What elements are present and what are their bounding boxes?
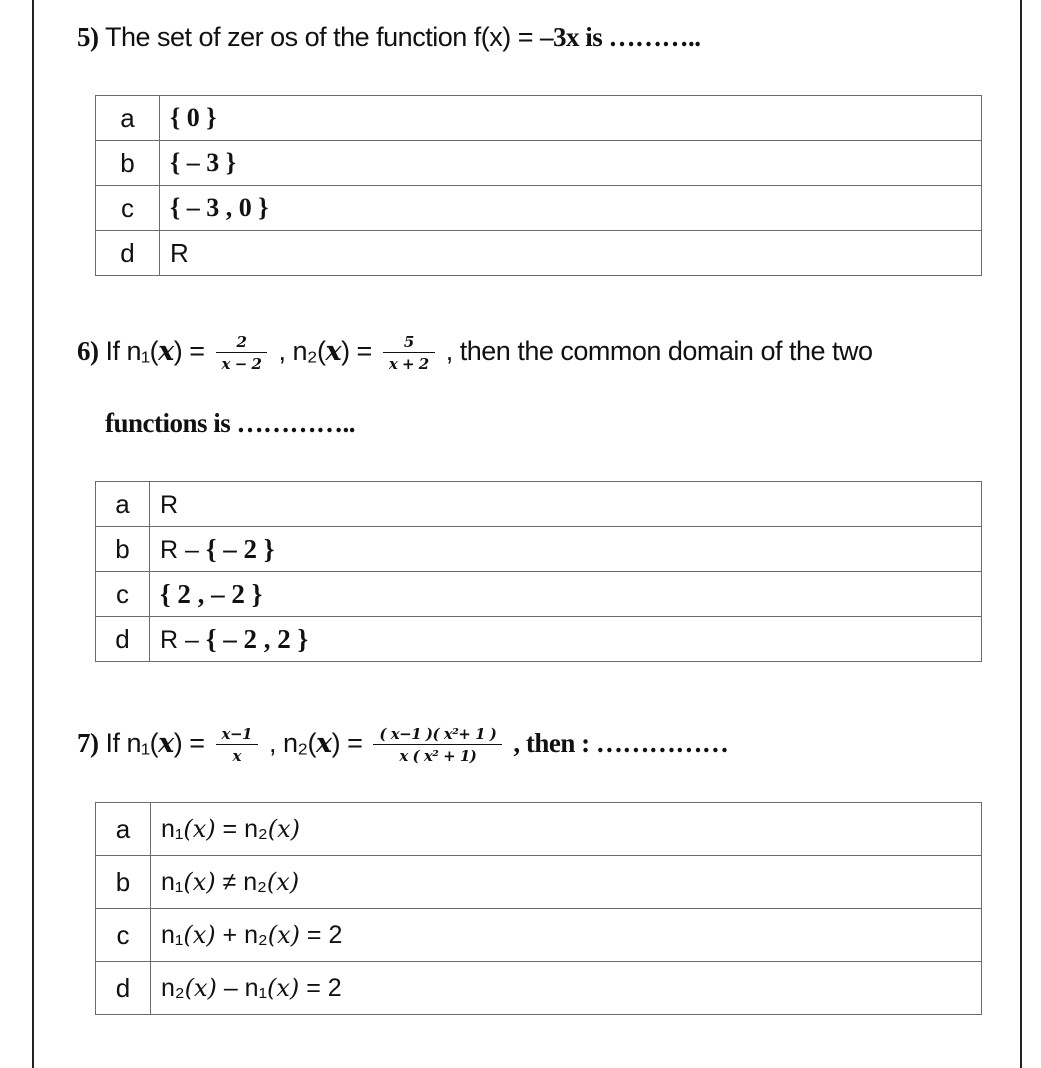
option-letter: a: [96, 482, 150, 527]
fraction-numerator: 2: [216, 333, 268, 353]
question-5: [77, 22, 701, 53]
fraction-denominator: x + 2: [388, 355, 429, 373]
function-name: n₂: [243, 868, 267, 896]
option-row[interactable]: [96, 803, 982, 856]
option-row[interactable]: [96, 909, 982, 962]
question-number: 7): [77, 728, 99, 759]
option-serif: { – 2 , 2 }: [205, 623, 309, 654]
operator: ≠: [215, 868, 244, 896]
q6-var: x: [158, 336, 174, 368]
option-row[interactable]: [96, 96, 982, 141]
fraction-n2: [383, 333, 435, 373]
function-name: n₁: [244, 974, 268, 1002]
option-value: [150, 527, 982, 572]
option-value: { 0 }: [160, 96, 982, 141]
function-name: n₁: [161, 815, 184, 843]
option-value: n₁(x) = n₂(x): [151, 803, 982, 856]
q7-tail: , then : ……………: [513, 728, 729, 759]
option-extra: = 2: [299, 921, 343, 949]
operator: =: [215, 815, 245, 843]
q6-eq: ) =: [341, 336, 372, 367]
option-letter: d: [96, 231, 160, 276]
option-value: n₂(x) – n₁(x) = 2: [151, 962, 982, 1015]
options-table-q7: [95, 802, 982, 1015]
function-name: n₁: [161, 921, 184, 949]
q7-var: x: [158, 728, 174, 760]
option-letter: d: [96, 617, 150, 662]
option-row[interactable]: [96, 231, 982, 276]
q6-eq: ) =: [173, 336, 205, 367]
option-serif: { – 2 }: [205, 533, 275, 564]
option-serif: { 2 , – 2 }: [160, 578, 263, 609]
option-value: { – 3 , 0 }: [160, 186, 982, 231]
q6-if: If n₁(: [105, 336, 159, 367]
option-extra: = 2: [299, 974, 342, 1002]
option-row[interactable]: [96, 141, 982, 186]
fraction-denominator: x: [232, 747, 241, 765]
option-row[interactable]: [96, 527, 982, 572]
function-name: n₂: [161, 974, 185, 1002]
question-6: [77, 333, 873, 373]
option-row[interactable]: [96, 962, 982, 1015]
question-function: –3x is ………..: [539, 22, 701, 52]
option-letter: a: [96, 803, 151, 856]
option-letter: b: [96, 141, 160, 186]
fraction-n2: [373, 725, 502, 765]
q7-mid: , n₂(: [269, 728, 316, 759]
q6-line2: functions is …………..: [105, 408, 356, 438]
q6-tail: , then the common domain of the two: [445, 336, 873, 367]
q6-mid: , n₂(: [278, 336, 326, 367]
option-value: n₁(x) + n₂(x) = 2: [151, 909, 982, 962]
question-text: The set of zer os of the function f(x) =: [105, 22, 540, 52]
option-row[interactable]: [96, 482, 982, 527]
options-table-q5: [95, 95, 982, 276]
option-sans: R –: [160, 625, 206, 654]
fraction-denominator: x ( x² + 1): [399, 747, 477, 765]
operator: –: [216, 974, 245, 1002]
question-number: 5): [77, 22, 99, 52]
option-sans: R –: [160, 535, 206, 564]
question-number: 6): [77, 336, 99, 367]
option-value: [150, 482, 982, 527]
function-name: n₁: [161, 868, 184, 896]
fraction-denominator: x − 2: [221, 355, 262, 373]
option-letter: b: [96, 527, 150, 572]
option-value: n₁(x) ≠ n₂(x): [151, 856, 982, 909]
q7-eq: ) =: [173, 728, 205, 759]
fraction-n1: [216, 333, 268, 373]
option-letter: b: [96, 856, 151, 909]
option-value: [150, 572, 982, 617]
option-letter: c: [96, 909, 151, 962]
option-value: R: [160, 231, 982, 276]
function-name: n₂: [244, 815, 268, 843]
fraction-n1: [216, 725, 258, 765]
operator: +: [215, 921, 245, 949]
q7-if: If n₁(: [105, 728, 159, 759]
option-letter: c: [96, 186, 160, 231]
function-name: n₂: [244, 921, 268, 949]
option-row[interactable]: [96, 572, 982, 617]
option-letter: a: [96, 96, 160, 141]
fraction-numerator: x−1: [216, 725, 258, 745]
option-value: [150, 617, 982, 662]
question-7: [77, 725, 728, 765]
option-sans: R: [160, 490, 179, 519]
option-row[interactable]: [96, 856, 982, 909]
q7-var: x: [316, 728, 332, 760]
q6-var: x: [325, 336, 342, 368]
q7-eq: ) =: [331, 728, 363, 759]
option-letter: d: [96, 962, 151, 1015]
fraction-numerator: 5: [383, 333, 435, 353]
options-table-q6: [95, 481, 982, 662]
option-row[interactable]: [96, 186, 982, 231]
fraction-numerator: ( x−1 )( x²+ 1 ): [373, 725, 502, 745]
option-letter: c: [96, 572, 150, 617]
option-value: { – 3 }: [160, 141, 982, 186]
option-row[interactable]: [96, 617, 982, 662]
